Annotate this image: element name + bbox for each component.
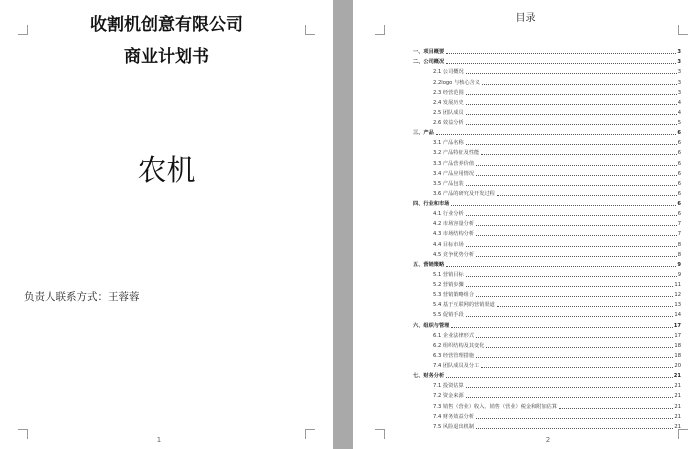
toc-leader-dots	[466, 285, 674, 287]
toc-entry-label: 3.3 产品营养价值	[433, 160, 475, 167]
toc-entry[interactable]	[413, 237, 681, 247]
toc-entry-page: 17	[673, 322, 681, 329]
toc-leader-dots	[481, 153, 676, 155]
toc-entry-page: 6	[677, 211, 681, 218]
toc-leader-dots	[466, 315, 674, 317]
toc-entry-label: 2.3 经营范围	[433, 89, 464, 96]
toc-entry[interactable]	[413, 75, 681, 85]
toc-entry-label: 7.4 财务效益分析	[433, 413, 475, 420]
toc-entry[interactable]	[413, 96, 681, 106]
toc-entry-label: 2.2logo 与核心含义	[433, 79, 480, 86]
toc-entry-page: 9	[677, 271, 681, 278]
toc-entry-page: 18	[674, 352, 681, 359]
page-number: 2	[545, 436, 551, 444]
toc-leader-dots	[446, 376, 673, 378]
toc-entry[interactable]	[413, 420, 681, 430]
toc-leader-dots	[482, 83, 677, 85]
toc-entry-label: 4.5 竞争优势分析	[433, 251, 475, 258]
toc-entry-label: 3.2 产品特征及性能	[433, 150, 480, 157]
toc-entry-page: 9	[677, 261, 681, 268]
toc-entry-page: 6	[677, 160, 681, 167]
toc-entry[interactable]	[413, 207, 681, 217]
company-name: 收割机创意有限公司	[90, 15, 243, 35]
toc-entry-page: 6	[677, 201, 681, 207]
toc-leader-dots	[497, 194, 677, 196]
toc-entry-label: 7.3 销售（营业）收入、销售（营业）税金和附加估算	[433, 403, 558, 410]
toc-entry[interactable]	[413, 116, 681, 126]
toc-leader-dots	[466, 396, 674, 398]
document-type: 商业计划书	[124, 47, 209, 67]
toc-leader-dots	[466, 214, 677, 216]
toc-entry[interactable]	[413, 369, 681, 379]
toc-leader-dots	[476, 356, 673, 358]
toc-entry[interactable]	[413, 248, 681, 258]
toc-entry-label: 7.1 投资估算	[433, 383, 464, 390]
toc-entry-label: 4.1 行业分析	[433, 211, 464, 218]
crop-mark	[678, 429, 688, 439]
toc-entry[interactable]	[413, 410, 681, 420]
toc-entry[interactable]	[413, 339, 681, 349]
toc-entry[interactable]	[413, 197, 681, 207]
toc-entry-label: 3.1 产品名称	[433, 140, 464, 147]
page-number: 1	[156, 436, 162, 444]
toc-entry[interactable]	[413, 298, 681, 308]
toc-entry-page: 13	[674, 302, 681, 309]
toc-entry-label: 4.2 市场容量分析	[433, 221, 475, 228]
toc-entry-label: 七、财务分析	[413, 373, 445, 380]
toc-entry-label: 4.3 市场结构分析	[433, 231, 475, 238]
crop-mark	[375, 429, 385, 439]
toc-entry[interactable]	[413, 379, 681, 389]
toc-leader-dots	[476, 224, 677, 226]
toc-entry-label: 2.1 公司概况	[433, 69, 464, 76]
toc-entry[interactable]	[413, 106, 681, 116]
toc-entry[interactable]	[413, 278, 681, 288]
table-of-contents	[413, 45, 681, 430]
toc-entry[interactable]	[413, 167, 681, 177]
toc-entry[interactable]	[413, 349, 681, 359]
toc-entry-page: 20	[674, 363, 681, 369]
toc-leader-dots	[466, 245, 677, 247]
toc-leader-dots	[466, 123, 677, 125]
toc-entry-page: 17	[674, 332, 681, 339]
toc-entry-label: 三、产品	[413, 130, 434, 137]
toc-entry-page: 8	[677, 251, 681, 258]
toc-entry-page: 6	[677, 170, 681, 177]
toc-leader-dots	[497, 305, 674, 307]
document-page-2	[353, 0, 698, 449]
toc-entry-label: 2.6 效益分析	[433, 120, 464, 126]
toc-entry-page: 3	[677, 79, 681, 86]
toc-leader-dots	[436, 133, 677, 135]
toc-entry[interactable]	[413, 329, 681, 339]
toc-leader-dots	[476, 427, 673, 429]
toc-entry[interactable]	[413, 318, 681, 328]
toc-entry-page: 21	[674, 403, 681, 410]
toc-leader-dots	[466, 93, 677, 95]
toc-entry[interactable]	[413, 217, 681, 227]
crop-mark	[18, 429, 28, 439]
toc-leader-dots	[559, 407, 673, 409]
toc-entry-label: 一、项目概要	[413, 49, 445, 56]
toc-leader-dots	[466, 386, 674, 388]
toc-entry-page: 7	[677, 231, 681, 238]
toc-entry-label: 5.5 促销手段	[433, 312, 464, 319]
toc-entry-page: 4	[677, 99, 681, 106]
toc-leader-dots	[446, 265, 676, 267]
toc-entry-page: 21	[673, 373, 681, 380]
toc-leader-dots	[466, 184, 677, 186]
toc-entry-page: 6	[677, 140, 681, 147]
toc-entry[interactable]	[413, 227, 681, 237]
toc-entry-label: 4.4 目标市场	[433, 241, 464, 248]
toc-entry-page: 21	[674, 413, 681, 420]
toc-entry-label: 3.4 产品应用情况	[433, 170, 475, 177]
toc-entry-page: 8	[677, 241, 681, 248]
toc-title: 目录	[515, 13, 536, 24]
toc-leader-dots	[476, 164, 677, 166]
toc-entry-label: 7.2 资金来源	[433, 393, 464, 400]
toc-entry-label: 7.5 风险退出机制	[433, 423, 475, 430]
toc-entry[interactable]	[413, 187, 681, 197]
toc-entry[interactable]	[413, 288, 681, 298]
crop-mark	[305, 429, 315, 439]
toc-entry-page: 6	[677, 190, 681, 197]
toc-entry-page: 3	[677, 89, 681, 96]
toc-leader-dots	[466, 103, 677, 105]
toc-entry[interactable]	[413, 399, 681, 409]
document-page-1	[0, 0, 333, 449]
crop-mark	[375, 25, 385, 35]
toc-entry-label: 6.1 企业法律形式	[433, 332, 475, 339]
toc-entry[interactable]	[413, 86, 681, 96]
toc-entry-page: 21	[674, 383, 681, 390]
toc-entry[interactable]	[413, 156, 681, 166]
toc-entry[interactable]	[413, 146, 681, 156]
toc-entry-label: 7.4 团队成员及分工	[433, 363, 480, 369]
toc-entry-label: 六、组织与管理	[413, 322, 450, 329]
toc-leader-dots	[446, 62, 676, 64]
toc-entry-page: 21	[674, 423, 681, 430]
toc-entry-page: 4	[677, 109, 681, 116]
crop-mark	[678, 25, 688, 35]
toc-entry-label: 5.4 基于互联网的营销渠道	[433, 302, 495, 309]
toc-entry[interactable]	[413, 65, 681, 75]
toc-leader-dots	[481, 366, 673, 368]
toc-entry-label: 2.4 发展历史	[433, 99, 464, 106]
toc-leader-dots	[486, 346, 673, 348]
toc-entry-page: 12	[674, 292, 681, 299]
toc-entry[interactable]	[413, 268, 681, 278]
toc-entry-page: 14	[674, 312, 681, 319]
toc-leader-dots	[466, 143, 677, 145]
contact-line: 负责人联系方式：王蓉蓉	[24, 291, 140, 303]
toc-entry-page: 6	[677, 130, 681, 137]
document-subject: 农机	[137, 153, 196, 187]
toc-entry-page: 21	[674, 393, 681, 400]
toc-entry-page: 11	[674, 282, 681, 288]
toc-entry[interactable]	[413, 136, 681, 146]
toc-leader-dots	[476, 234, 677, 236]
toc-entry-label: 5.1 营销目标	[433, 271, 464, 278]
toc-entry-page: 6	[677, 180, 681, 187]
toc-leader-dots	[476, 295, 673, 297]
toc-entry[interactable]	[413, 177, 681, 187]
toc-entry-label: 四、行业和市场	[413, 201, 450, 207]
toc-leader-dots	[466, 275, 677, 277]
toc-entry[interactable]	[413, 55, 681, 65]
toc-entry-page: 5	[677, 120, 681, 126]
toc-leader-dots	[451, 326, 672, 328]
toc-entry[interactable]	[413, 389, 681, 399]
toc-entry-page: 18	[674, 342, 681, 349]
toc-entry[interactable]	[413, 45, 681, 55]
toc-entry-page: 7	[677, 221, 681, 228]
toc-entry-label: 五、营销策略	[413, 261, 445, 268]
toc-entry-label: 5.2 营销步骤	[433, 282, 464, 288]
toc-leader-dots	[446, 52, 676, 54]
toc-leader-dots	[476, 174, 677, 176]
toc-entry-label: 5.3 营销策略组合	[433, 292, 475, 299]
toc-entry-label: 3.5 产品包装	[433, 180, 464, 187]
toc-leader-dots	[476, 417, 673, 419]
toc-entry-page: 3	[677, 49, 681, 56]
toc-entry[interactable]	[413, 258, 681, 268]
toc-entry-label: 二、公司概况	[413, 59, 445, 66]
toc-leader-dots	[476, 336, 673, 338]
toc-leader-dots	[476, 255, 677, 257]
toc-entry[interactable]	[413, 308, 681, 318]
toc-leader-dots	[466, 113, 677, 115]
toc-entry-label: 6.3 经营管理措施	[433, 352, 475, 359]
toc-entry-label: 6.2 组织结构及其变化	[433, 342, 485, 349]
toc-entry-page: 6	[677, 150, 681, 157]
toc-leader-dots	[466, 72, 677, 74]
toc-entry-label: 2.5 团队成员	[433, 109, 464, 116]
toc-entry-page: 3	[677, 59, 681, 66]
toc-entry-label: 3.6 产品的研究及开发过程	[433, 190, 495, 197]
toc-leader-dots	[451, 204, 676, 206]
toc-entry[interactable]	[413, 359, 681, 369]
toc-entry-page: 3	[677, 69, 681, 76]
toc-entry[interactable]	[413, 126, 681, 136]
